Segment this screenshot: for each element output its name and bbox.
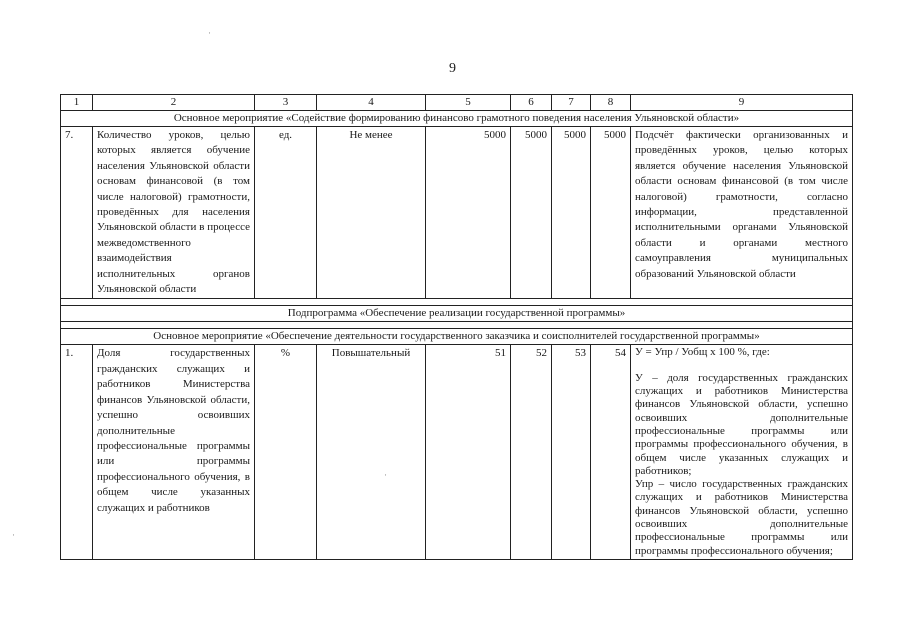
row-number: 7.: [61, 127, 93, 299]
target-value: 5000: [511, 127, 552, 299]
target-value: 54: [591, 345, 631, 559]
column-header: 5: [426, 95, 511, 111]
column-header: 1: [61, 95, 93, 111]
scan-speck: ·: [384, 470, 387, 480]
section-row: [61, 329, 853, 345]
column-header: 7: [552, 95, 591, 111]
target-value: 5000: [552, 127, 591, 299]
definition-upr: Упр – число государственных гражданских служащих и работников Министерства финансов Ульяновской области, успешно освоивших дополнительные профессиональные программы или программы профессионального обучения;: [635, 478, 848, 557]
target-value: 5000: [426, 127, 511, 299]
table-row: [61, 127, 853, 299]
column-header-row: [61, 95, 853, 111]
scan-speck: ·: [208, 28, 211, 38]
column-header: 4: [317, 95, 426, 111]
section-title: Основное мероприятие «Содействие формированию финансово грамотного поведения населения Ульяновской области»: [61, 111, 853, 127]
indicator-unit: ед.: [255, 127, 317, 299]
column-header: 6: [511, 95, 552, 111]
target-value: 52: [511, 345, 552, 559]
spacer-row: [61, 322, 853, 329]
indicators-table: [60, 94, 853, 560]
section-title: Основное мероприятие «Обеспечение деятельности государственного заказчика и соисполнителей государственной программы»: [61, 329, 853, 345]
indicator-type: Не менее: [317, 127, 426, 299]
definition-u: У – доля государственных гражданских служащих и работников Министерства финансов Ульяновской области, успешно освоивших дополнительные профессиональные программы или программы профессионального обучения, в общем числе указанных служащих и работников;: [635, 371, 848, 477]
spacer-row: [61, 299, 853, 306]
calculation-method: Подсчёт фактически организованных и проведённых уроков, целью которых является обучение населения Ульяновской области основам финансовой (в том числе налоговой) грамотности, согласно информации, представленной исполнительными органами Ульяновской области и органами местного самоуправления муниципальных образований Ульяновской области: [631, 127, 853, 299]
section-row: [61, 111, 853, 127]
subprogram-title: Подпрограмма «Обеспечение реализации государственной программы»: [61, 306, 853, 322]
indicator-name: Доля государственных гражданских служащих и работников Министерства финансов Ульяновской области, успешно освоивших дополнительные профессиональные программы или программы профессионального обучения, в общем числе указанных служащих и работников: [93, 345, 255, 559]
formula: У = Упр / Уобщ х 100 %, где:: [635, 346, 770, 359]
page-number: 9: [449, 61, 456, 76]
indicator-type: Повышательный: [317, 345, 426, 559]
target-value: 5000: [591, 127, 631, 299]
row-number: 1.: [61, 345, 93, 559]
scan-speck: ·: [12, 530, 15, 540]
indicator-name: Количество уроков, целью которых является обучение населения Ульяновской области основам финансовой (в том числе налоговой) грамотности, проведённых для населения Ульяновской области в процессе межведомственного взаимодействия исполнительных органов Ульяновской области: [93, 127, 255, 299]
column-header: 8: [591, 95, 631, 111]
column-header: 9: [631, 95, 853, 111]
column-header: 3: [255, 95, 317, 111]
target-value: 51: [426, 345, 511, 559]
calculation-method: [631, 345, 853, 559]
table-row: [61, 345, 853, 559]
column-header: 2: [93, 95, 255, 111]
subprogram-row: [61, 306, 853, 322]
target-value: 53: [552, 345, 591, 559]
indicator-unit: %: [255, 345, 317, 559]
